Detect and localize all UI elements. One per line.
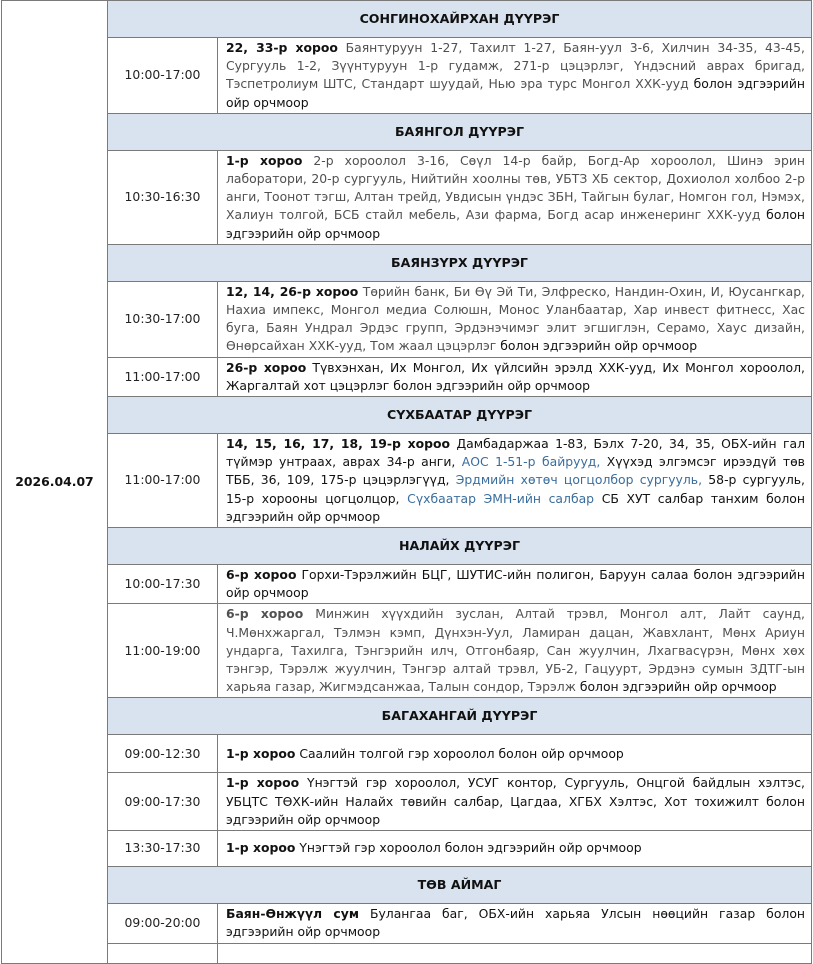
- description-cell: [218, 281, 812, 357]
- suffix-text: болон эдгээрийн ойр орчмоор: [226, 567, 805, 601]
- places-text: Саалийн толгой гэр хороолол: [299, 745, 495, 761]
- time-cell: 11:00-19:00: [108, 604, 218, 698]
- places-text: Үнэгтэй гэр хороолол: [299, 840, 441, 856]
- khoroo-label: 22, 33-р хороо: [226, 40, 338, 55]
- places-text: Түвхэнхан, Их Монгол, Их үйлсийн эрэлд ХХК-ууд, Их Монгол хороолол, Жаргалтай хот цэцэрлэг: [226, 359, 805, 393]
- description-cell: [218, 735, 812, 773]
- time-cell: 11:00-17:00: [108, 357, 218, 396]
- time-cell: 11:00-17:00: [108, 434, 218, 528]
- time-cell: 13:30-17:30: [108, 831, 218, 867]
- description-cell: [218, 38, 812, 114]
- places-text: 2-р хороолол 3-16, Сөүл 14-р байр, Богд-Ар хороолол, Шинэ эрин лаборатори, 20-р сургууль, Нийтийн хоолны төв, УБТЗ ХБ сектор, Дохиолол холбоо 2-р анги, Тоонот тэгш, Алтан трейд, Увдисын үндэс ЗБН, Тайгын булаг, Номгон гол, Нэмэх, Халиун толгой, БСБ стайл мебель, Ази фарма, Богд асар инженеринг ХХК-ууд: [226, 152, 805, 223]
- places-text: Баянтуруун 1-27, Тахилт 1-27, Баян-уул 3-6, Хилчин 34-35, 43-45, Сургууль 1-2, Зүүнтуруун 1-р гудамж, 271-р цэцэрлэг, Үндэсний аврах бригад, Тэспетролиум ШТС, Стандарт шуудай, Нью эра турс Монгол ХХК-ууд: [226, 40, 805, 92]
- table-row: [2, 831, 812, 867]
- description-cell: [218, 773, 812, 831]
- table-row: [2, 904, 812, 943]
- places-text: Булангаа баг, ОБХ-ийн харьяа Улсын нөөцийн газар: [369, 906, 756, 922]
- khoroo-label: 6-р хороо: [226, 606, 304, 622]
- suffix-text: болон эдгээрийн ойр орчмоор: [444, 840, 642, 856]
- places-text-b: АОС 1-51-р байрууд,: [461, 454, 601, 470]
- table-row: [2, 357, 812, 396]
- description-cell: [218, 150, 812, 244]
- table-row: [2, 281, 812, 357]
- description-cell: [218, 943, 812, 963]
- description-cell: [218, 904, 812, 943]
- suffix-text: болон эдгээрийн ойр орчмоор: [393, 377, 591, 393]
- district-header-row: [2, 867, 812, 904]
- table-row: [2, 565, 812, 604]
- places-text: Үнэгтэй гэр хороолол, УСУГ контор, Сургууль, Онцгой байдлын хэлтэс, УБЦТС ТӨХК-ийн Налайх төвийн салбар, Цагдаа, ХГБХ Хэлтэс, Хот тохижилт: [226, 775, 805, 809]
- places-text-g: СБ ХУТ салбар танхим: [601, 490, 759, 506]
- table-row: [2, 773, 812, 831]
- places-text-a: Дамбадаржаа 1-83, Бэлх 7-20, 34, 35, ОБХ-ийн гал түймэр унтраах, аврах 34-р анги,: [226, 436, 805, 470]
- district-header-row: [2, 1, 812, 38]
- places-text-d: Эрдмийн хөтөч цогцолбор сургууль,: [455, 472, 703, 488]
- time-cell: 10:30-17:00: [108, 281, 218, 357]
- suffix-text: болон эдгээрийн ойр орчмоор: [579, 679, 777, 695]
- places-text: Горхи-Тэрэлжийн БЦГ, ШУТИС-ийн полигон, Баруун салаа: [301, 567, 689, 583]
- district-header: БАГАХАНГАЙ ДҮҮРЭГ: [108, 698, 812, 735]
- description-cell: [218, 357, 812, 396]
- khoroo-label: 1-р хороо: [226, 775, 300, 791]
- khoroo-label: 26-р хороо: [226, 359, 307, 375]
- district-header: НАЛАЙХ ДҮҮРЭГ: [108, 528, 812, 565]
- suffix-text: болон эдгээрийн ойр орчмоор: [226, 490, 805, 524]
- suffix-text: болон эдгээрийн ойр орчмоор: [226, 207, 805, 241]
- table-row: [2, 735, 812, 773]
- description-cell: [218, 434, 812, 528]
- description-cell: [218, 831, 812, 867]
- khoroo-label: 1-р хороо: [226, 152, 303, 168]
- khoroo-label: 1-р хороо: [226, 745, 296, 761]
- khoroo-label: 14, 15, 16, 17, 18, 19-р хороо: [226, 436, 451, 452]
- description-cell: [218, 604, 812, 698]
- time-cell: 09:00-20:00: [108, 904, 218, 943]
- places-text: Төрийн банк, Би Өү Эй Ти, Элфреско, Нандин-Охин, И, Юусангкар, Нахиа импекс, Монгол медиа Солюшн, Монос Уланбаатар, Хар инвест фитнесс, Хас буга, Баян Ундрал Эрдэс групп, Эрдэнэчимэг элит эгшиглэн, Серамо, Хаус дизайн, Өнөрсайхан ХХК-ууд, Том жаал цэцэрлэг: [226, 283, 805, 354]
- suffix-text: болон эдгээрийн ойр орчмоор: [226, 793, 805, 827]
- district-header-row: [2, 113, 812, 150]
- time-cell: 10:00-17:00: [108, 38, 218, 114]
- district-header: СҮХБААТАР ДҮҮРЭГ: [108, 397, 812, 434]
- table-row: [2, 150, 812, 244]
- suffix-text: болон эдгээрийн ойр орчмоор: [226, 76, 805, 110]
- places-text-e: 58-р сургууль, 15-р хорооны цогцолцор,: [226, 472, 805, 506]
- time-cell: 10:30-16:30: [108, 150, 218, 244]
- district-header-row: [2, 397, 812, 434]
- suffix-text: болон эдгээрийн ойр орчмоор: [226, 906, 805, 940]
- khoroo-label: 12, 14, 26-р хороо: [226, 283, 359, 299]
- district-header-row: [2, 528, 812, 565]
- outage-schedule-table: [1, 0, 812, 964]
- places-text: Минжин хүүхдийн зуслан, Алтай трэвл, Монгол алт, Лайт саунд, Ч.Мөнхжаргал, Тэлмэн кэмп, Дүнхэн-Уул, Ламиран дацан, Жавхлант, Мөнх Ариун ундарга, Тахилга, Тэнгэрийн илч, Отгонбаяр, Сан жуулчин, Лхагвасүрэн, Мөнх хөх тэнгэр, Тэрэлж жуулчин, Тэнгэр алтай трэвл, УБ-2, Гацуурт, Эрдэнэ сумын ЗДТГ-ын харьяа газар, Жигмэдсанжаа, Талын сондор, Тэрэлж: [226, 606, 805, 695]
- district-header-row: [2, 698, 812, 735]
- khoroo-label: Баян-Өнжүүл сум: [226, 906, 359, 922]
- suffix-text: болон ойр орчмоор: [498, 745, 624, 761]
- places-text-f: Сүхбаатар ЭМН-ийн салбар: [407, 490, 595, 506]
- district-header: БАЯНЗҮРХ ДҮҮРЭГ: [108, 244, 812, 281]
- suffix-text: болон эдгээрийн ойр орчмоор: [500, 338, 698, 354]
- time-cell: 09:00-12:30: [108, 735, 218, 773]
- date-cell: [2, 1, 108, 964]
- description-cell: [218, 565, 812, 604]
- khoroo-label: 6-р хороо: [226, 567, 297, 583]
- table-row: [2, 434, 812, 528]
- date-label: 2026.04.07: [15, 473, 94, 489]
- time-cell: 10:00-17:30: [108, 565, 218, 604]
- time-cell: [108, 943, 218, 963]
- khoroo-label: 1-р хороо: [226, 840, 296, 856]
- district-header: СОНГИНОХАЙРХАН ДҮҮРЭГ: [108, 1, 812, 38]
- table-row: [2, 604, 812, 698]
- table-row: [2, 38, 812, 114]
- district-header: ТӨВ АЙМАГ: [108, 867, 812, 904]
- table-row: [2, 943, 812, 963]
- district-header: БАЯНГОЛ ДҮҮРЭГ: [108, 113, 812, 150]
- places-text-c: Хүүхэд элгэмсэг ирээдүй төв ТББ, 36, 109, 175-р цэцэрлэгүүд,: [226, 454, 805, 488]
- time-cell: 09:00-17:30: [108, 773, 218, 831]
- district-header-row: [2, 244, 812, 281]
